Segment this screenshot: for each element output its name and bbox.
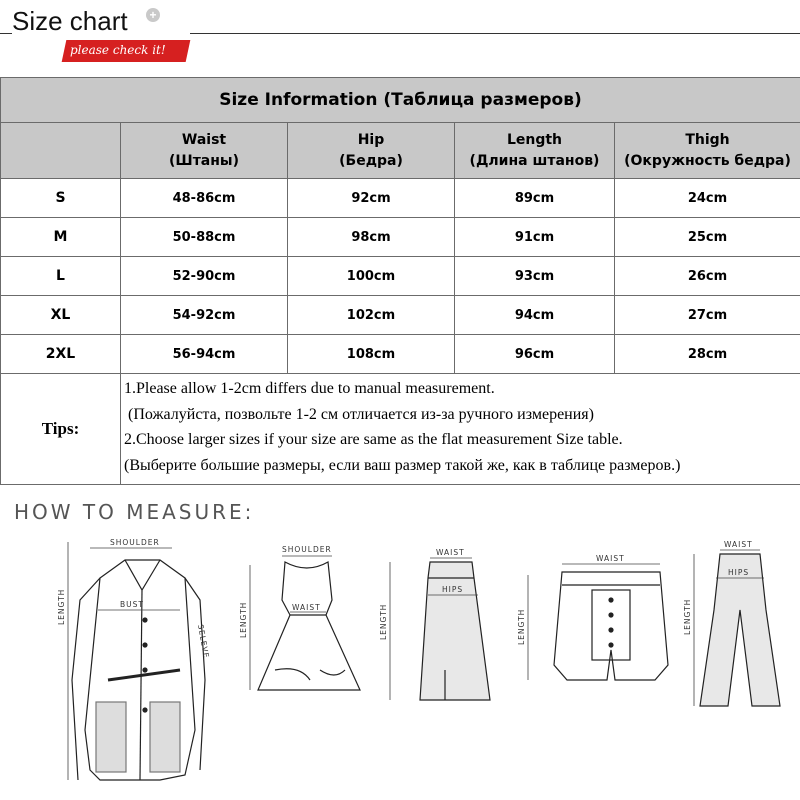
hip-cell: 108cm	[288, 335, 455, 374]
jacket-illustration	[72, 560, 205, 780]
pants-hips-label: HIPS	[728, 568, 750, 577]
skirt-hips-label: HIPS	[442, 585, 464, 594]
tips-text	[121, 374, 800, 485]
header-divider-left	[0, 33, 12, 34]
header-size-empty	[1, 123, 121, 179]
tips-row	[1, 374, 800, 485]
size-cell: M	[1, 218, 121, 257]
hip-cell: 102cm	[288, 296, 455, 335]
pants-waist-label: WAIST	[724, 540, 753, 549]
tip-line: 1.Please allow 1-2cm differs due to manual measurement.	[124, 380, 495, 397]
table-row	[1, 218, 800, 257]
table-title: Size Information (Таблица размеров)	[1, 78, 800, 123]
sleeve-label: SELEVE	[196, 623, 211, 660]
skirt-illustration	[420, 562, 490, 700]
table-row	[1, 179, 800, 218]
waist-cell: 56-94cm	[121, 335, 288, 374]
thigh-cell: 27cm	[615, 296, 800, 335]
waist-cell: 54-92cm	[121, 296, 288, 335]
tip-line: (Пожалуйста, позвольте 1-2 см отличается из-за ручного измерения)	[124, 405, 594, 423]
size-cell: 2XL	[1, 335, 121, 374]
tip-line: 2.Choose larger sizes if your size are same as the flat measurement Size table.	[124, 431, 623, 448]
shorts-length-label: LENGTH	[517, 608, 526, 645]
thigh-cell: 24cm	[615, 179, 800, 218]
length-cell: 91cm	[455, 218, 615, 257]
hip-cell: 100cm	[288, 257, 455, 296]
how-to-measure-title: HOW TO MEASURE:	[14, 500, 255, 524]
length-cell: 96cm	[455, 335, 615, 374]
size-cell: S	[1, 179, 121, 218]
shorts-illustration	[554, 572, 668, 680]
measurement-illustrations	[0, 530, 800, 800]
length-cell: 94cm	[455, 296, 615, 335]
bust-label: BUST	[120, 600, 144, 609]
thigh-cell: 25cm	[615, 218, 800, 257]
skirt-length-label: LENGTH	[379, 603, 388, 640]
check-banner-text: please check it!	[70, 43, 166, 57]
length-label: LENGTH	[57, 588, 66, 625]
table-row	[1, 257, 800, 296]
shoulder-label: SHOULDER	[110, 538, 160, 547]
page-title: Size chart	[12, 6, 128, 36]
header-divider	[190, 33, 800, 34]
size-cell: L	[1, 257, 121, 296]
waist-cell: 50-88cm	[121, 218, 288, 257]
table-row	[1, 296, 800, 335]
table-title-row	[1, 78, 800, 123]
waist-cell: 52-90cm	[121, 257, 288, 296]
length-cell: 93cm	[455, 257, 615, 296]
hip-cell: 92cm	[288, 179, 455, 218]
plus-icon: +	[146, 8, 160, 22]
table-row	[1, 335, 800, 374]
table-header-row	[1, 123, 800, 179]
thigh-cell: 28cm	[615, 335, 800, 374]
tips-label: Tips:	[1, 374, 121, 485]
header-length: Length (Длина штанов)	[455, 123, 615, 179]
size-cell: XL	[1, 296, 121, 335]
dress-shoulder-label: SHOULDER	[282, 545, 332, 554]
header-waist: Waist (Штаны)	[121, 123, 288, 179]
header-hip: Hip (Бедра)	[288, 123, 455, 179]
length-cell: 89cm	[455, 179, 615, 218]
dress-length-label: LENGTH	[239, 601, 248, 638]
dress-waist-label: WAIST	[292, 603, 321, 612]
pants-length-label: LENGTH	[683, 598, 692, 635]
hip-cell: 98cm	[288, 218, 455, 257]
tip-line: (Выберите большие размеры, если ваш размер такой же, как в таблице размеров.)	[124, 456, 681, 474]
thigh-cell: 26cm	[615, 257, 800, 296]
dress-illustration	[258, 562, 360, 690]
size-table	[0, 77, 800, 485]
header-thigh: Thigh (Окружность бедра)	[615, 123, 800, 179]
skirt-waist-label: WAIST	[436, 548, 465, 557]
waist-cell: 48-86cm	[121, 179, 288, 218]
size-chart-header	[0, 0, 800, 72]
shorts-waist-label: WAIST	[596, 554, 625, 563]
